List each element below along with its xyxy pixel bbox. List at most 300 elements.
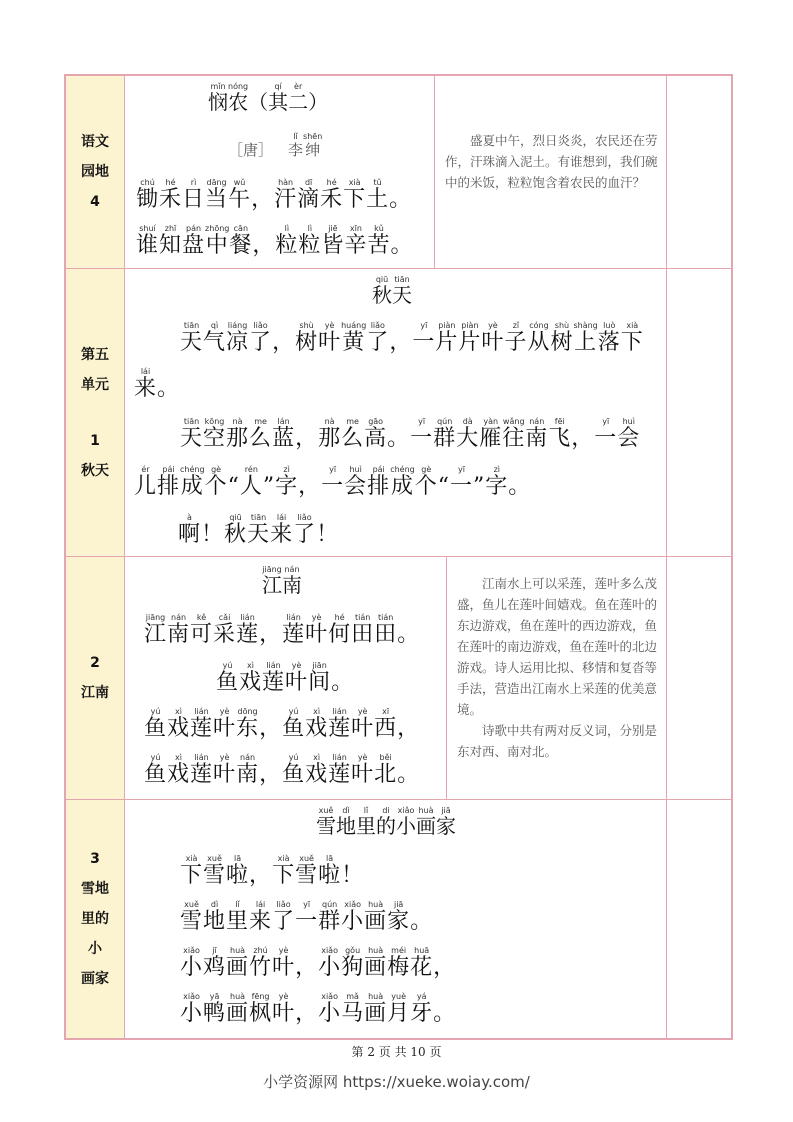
hanzi-with-pinyin: 一yī [412, 321, 436, 355]
hanzi-with-pinyin: 了liǎo [293, 513, 317, 547]
pinyin: dà [456, 417, 480, 426]
hanzi-with-pinyin: 戏xì [167, 707, 191, 741]
pinyin: yī [295, 900, 319, 909]
hanzi-with-pinyin: “ [438, 474, 450, 499]
hanzi-with-pinyin: 片piàn [435, 321, 459, 355]
hanzi-with-pinyin: 家jiā [436, 806, 456, 838]
hanzi-with-pinyin: 田tián [351, 613, 375, 647]
pinyin: gǒu [341, 946, 365, 955]
hanzi-with-pinyin: 树shù [550, 321, 574, 355]
hanzi-with-pinyin: 雁yàn [479, 417, 503, 451]
row-label [66, 269, 125, 556]
hanzi-with-pinyin: ， [295, 426, 318, 451]
hanzi-with-pinyin: 秋qiū [372, 275, 392, 307]
label-line: 江南 [81, 685, 109, 701]
row-label [66, 557, 125, 799]
pinyin: wǎng [502, 417, 526, 426]
hanzi-with-pinyin: 莲lián [236, 613, 260, 647]
hanzi-with-pinyin: 小xiǎo [341, 900, 365, 934]
hanzi-with-pinyin: 悯mǐn [208, 82, 228, 114]
pinyin: xì [167, 707, 191, 716]
hanzi-with-pinyin: 汗hàn [274, 178, 298, 212]
hanzi-with-pinyin: 南nán [167, 613, 191, 647]
pinyin: yè [272, 946, 296, 955]
hanzi-with-pinyin: 会huì [344, 465, 368, 499]
pinyin: qiū [224, 513, 248, 522]
row-label [66, 76, 125, 268]
pinyin: xì [305, 753, 329, 762]
pinyin: gè [414, 465, 438, 474]
pinyin: lā [226, 854, 250, 863]
note-paragraph: 诗歌中共有两对反义词，分别是东对西、南对北。 [457, 723, 658, 759]
hanzi-with-pinyin: 天tiān [392, 275, 412, 307]
pinyin: lián [190, 753, 214, 762]
pinyin: jī [203, 946, 227, 955]
pinyin: yàn [479, 417, 503, 426]
hanzi-with-pinyin: 一yī [321, 465, 345, 499]
hanzi-with-pinyin: 秋qiū [224, 513, 248, 547]
hanzi-with-pinyin: 戏xì [239, 661, 263, 695]
hanzi-with-pinyin: 辛xīn [344, 224, 368, 258]
hanzi-with-pinyin: ， [397, 716, 420, 741]
hanzi-with-pinyin: 鱼yú [144, 707, 168, 741]
hanzi-with-pinyin: 下xià [180, 854, 204, 888]
pinyin: yā [203, 992, 227, 1001]
hanzi-with-pinyin: 小xiǎo [396, 806, 416, 838]
hanzi-with-pinyin: 餐cān [229, 224, 253, 258]
hanzi-with-pinyin: 东dōng [236, 707, 260, 741]
hanzi-with-pinyin: 农nóng [228, 82, 249, 114]
text-line [180, 854, 364, 889]
pinyin: yú [144, 707, 167, 716]
hanzi-with-pinyin: 。 [433, 1001, 456, 1026]
pinyin: yè [272, 992, 296, 1001]
pinyin: xiǎo [341, 900, 365, 909]
hanzi-with-pinyin: ， [259, 622, 282, 647]
pinyin: me [249, 417, 273, 426]
hanzi-with-pinyin: 。 [331, 670, 354, 695]
site-url: 小学资源网 https://xueke.woiay.com/ [263, 1073, 530, 1091]
note-cell [446, 557, 667, 799]
pinyin: à [178, 513, 201, 522]
hanzi-with-pinyin: ） [308, 90, 328, 114]
pinyin [308, 82, 328, 91]
hanzi-with-pinyin: 叶yè [272, 946, 296, 980]
pinyin: xiǎo [396, 806, 416, 815]
pinyin: nán [167, 613, 191, 622]
hanzi-with-pinyin: 叶yè [351, 707, 375, 741]
text-line [178, 513, 339, 548]
hanzi-with-pinyin: 鸭yā [203, 992, 227, 1026]
hanzi-with-pinyin: 地dì [203, 900, 227, 934]
hanzi-with-pinyin: 花huā [410, 946, 434, 980]
hanzi-with-pinyin: 群qún [318, 900, 342, 934]
hanzi-with-pinyin: 雪xuě [180, 900, 204, 934]
hanzi-with-pinyin: 。 [389, 187, 412, 212]
hanzi-with-pinyin: 里lǐ [226, 900, 250, 934]
hanzi-with-pinyin: 雪xuě [316, 806, 336, 838]
hanzi-with-pinyin: 叶yè [213, 707, 237, 741]
pinyin: dì [336, 806, 356, 815]
pinyin: lì [298, 224, 322, 233]
pinyin: chéng [180, 465, 205, 474]
pinyin [259, 753, 282, 762]
pinyin: huà [226, 992, 250, 1001]
pinyin [433, 992, 456, 1001]
hanzi-with-pinyin: 叶yè [272, 992, 296, 1026]
hanzi-with-pinyin: 日rì [182, 178, 206, 212]
hanzi-with-pinyin: 狗gǒu [341, 946, 365, 980]
hanzi-with-pinyin: 禾hé [159, 178, 183, 212]
hanzi-with-pinyin: 间jiān [308, 661, 332, 695]
pinyin: chú [136, 178, 160, 187]
pinyin: mǎ [341, 992, 365, 1001]
pinyin: xì [305, 707, 329, 716]
hanzi-with-pinyin: ， [259, 716, 282, 741]
pinyin: nóng [228, 82, 249, 91]
pinyin: nán [282, 565, 302, 574]
hanzi-with-pinyin: 群qún [433, 417, 457, 451]
hanzi-with-pinyin: 锄chú [136, 178, 160, 212]
pinyin [316, 513, 339, 522]
hanzi-with-pinyin: 竹zhú [249, 946, 273, 980]
label-line: 1 [90, 432, 100, 449]
note-paragraph: 盛夏中午，烈日炎炎，农民还在劳作，汗珠滴入泥土。有谁想到，我们碗中的米饭，粒粒饱含着农民的血汗？ [445, 133, 658, 190]
pinyin: nán [236, 753, 260, 762]
hanzi-with-pinyin: 来lái [249, 900, 273, 934]
hanzi-with-pinyin: 飞fēi [548, 417, 572, 451]
pinyin: xiǎo [180, 946, 204, 955]
hanzi-with-pinyin: 莲lián [282, 613, 306, 647]
pinyin: yè [305, 613, 329, 622]
pinyin: pái [157, 465, 181, 474]
pinyin: dāng [205, 178, 229, 187]
hanzi-with-pinyin: 下xià [620, 321, 644, 355]
hanzi-with-pinyin: 莲lián [328, 753, 352, 787]
hanzi-with-pinyin: 天tiān [247, 513, 271, 547]
hanzi-with-pinyin: 其qí [268, 82, 289, 114]
pinyin: xià [180, 854, 204, 863]
pinyin: kǔ [367, 224, 391, 233]
pinyin [272, 321, 295, 330]
hanzi-with-pinyin: 莲lián [190, 753, 214, 787]
pinyin: lái [270, 513, 294, 522]
hanzi-with-pinyin: ， [251, 187, 274, 212]
hanzi-with-pinyin: 地dì [336, 806, 356, 838]
pinyin: tiān [180, 321, 203, 330]
pinyin: liǎo [249, 321, 273, 330]
pinyin: yè [213, 707, 237, 716]
hanzi-with-pinyin: 来lái [134, 367, 158, 401]
hanzi-with-pinyin: 南nán [282, 565, 302, 597]
pinyin: pái [367, 465, 391, 474]
hanzi-with-pinyin: 牙yá [410, 992, 434, 1026]
pinyin: jiān [308, 661, 332, 670]
hanzi-with-pinyin: 天tiān [180, 321, 204, 355]
pinyin: lián [282, 613, 306, 622]
hanzi-with-pinyin: 田tián [374, 613, 398, 647]
note-paragraph: 江南水上可以采莲，莲叶多么茂盛，鱼儿在莲叶间嬉戏。鱼在莲叶的东边游戏，鱼在莲叶的西边游戏，鱼在莲叶的南边游戏，鱼在莲叶的北边游戏。诗人运用比拟、移情和复沓等手法，营造出江南水上采莲的优美意境。 [457, 576, 658, 717]
pinyin: qì [203, 321, 227, 330]
pinyin: xuě [180, 900, 204, 909]
hanzi-with-pinyin: 气qì [203, 321, 227, 355]
hanzi-with-pinyin: ， [272, 330, 295, 355]
pinyin: dōng [236, 707, 260, 716]
pinyin: cǎi [213, 613, 237, 622]
hanzi-with-pinyin: 莲lián [328, 707, 352, 741]
hanzi-with-pinyin: 画huà [416, 806, 436, 838]
hanzi-with-pinyin: 南nán [236, 753, 260, 787]
pinyin: tiān [247, 513, 271, 522]
hanzi-with-pinyin: 。 [397, 762, 420, 787]
pinyin: xiǎo [180, 992, 204, 1001]
text-line [180, 946, 456, 981]
pinyin [508, 465, 531, 474]
pinyin [473, 465, 485, 474]
pinyin [248, 82, 268, 91]
empty-cell [666, 76, 731, 268]
pinyin: zǐ [504, 321, 528, 330]
pinyin: jiā [387, 900, 411, 909]
hanzi-with-pinyin: 何hé [328, 613, 352, 647]
hanzi-with-pinyin: ！ [201, 522, 224, 547]
hanzi-with-pinyin: 皆jiē [321, 224, 345, 258]
pinyin: lái [134, 367, 158, 376]
pinyin [387, 417, 410, 426]
pinyin: tǔ [366, 178, 390, 187]
pinyin: jiē [321, 224, 345, 233]
hanzi-with-pinyin: 枫fēng [249, 992, 273, 1026]
pinyin: xiǎo [318, 992, 342, 1001]
pinyin: jiāng [144, 613, 167, 622]
pinyin: tián [351, 613, 375, 622]
pinyin: wǔ [228, 178, 252, 187]
pinyin [259, 707, 282, 716]
poem-line [216, 661, 354, 696]
hanzi-with-pinyin: 江jiāng [144, 613, 168, 647]
hanzi-with-pinyin: 土tǔ [366, 178, 390, 212]
hanzi-with-pinyin: 树shù [295, 321, 319, 355]
pinyin [295, 992, 318, 1001]
hanzi-with-pinyin: ， [295, 955, 318, 980]
pinyin: lián [190, 707, 214, 716]
poem-line [136, 224, 413, 259]
pinyin: hàn [274, 178, 298, 187]
hanzi-with-pinyin: 子zǐ [504, 321, 528, 355]
pinyin: mǐn [208, 82, 228, 91]
pinyin [252, 224, 275, 233]
empty-cell [666, 269, 731, 556]
text-line [134, 465, 531, 500]
hanzi-with-pinyin: 粒lì [275, 224, 299, 258]
pinyin: gāo [364, 417, 388, 426]
pinyin: liáng [226, 321, 250, 330]
text-line [180, 900, 433, 935]
pinyin: lián [236, 613, 260, 622]
lesson-title [316, 806, 456, 839]
hanzi-with-pinyin: 二èr [288, 82, 309, 114]
pinyin: xīn [344, 224, 368, 233]
hanzi-with-pinyin: 戏xì [305, 707, 329, 741]
pinyin [390, 224, 413, 233]
hanzi-with-pinyin: 了liǎo [249, 321, 273, 355]
pinyin: kōng [203, 417, 227, 426]
hanzi-with-pinyin: 排pái [157, 465, 181, 499]
pinyin: xuě [316, 806, 336, 815]
hanzi-with-pinyin: 中zhōng [205, 224, 230, 258]
pinyin: yuè [387, 992, 411, 1001]
hanzi-with-pinyin: 上shàng [573, 321, 598, 355]
pinyin: rì [182, 178, 206, 187]
pinyin [228, 465, 240, 474]
hanzi-with-pinyin: 那nà [318, 417, 342, 451]
hanzi-with-pinyin: 。 [397, 622, 420, 647]
hanzi-with-pinyin: 。 [390, 233, 413, 258]
hanzi-with-pinyin: 叶yè [213, 753, 237, 787]
pinyin: hé [159, 178, 183, 187]
poem-title [262, 565, 302, 598]
hanzi-with-pinyin: 高gāo [364, 417, 388, 451]
pinyin: huà [364, 946, 388, 955]
hanzi-with-pinyin: 了liǎo [272, 900, 296, 934]
hanzi-with-pinyin: 了liǎo [366, 321, 390, 355]
pinyin: xuě [203, 854, 227, 863]
label-line: 画家 [81, 971, 109, 987]
hanzi-with-pinyin: 蓝lán [272, 417, 296, 451]
hanzi-with-pinyin: 一yī [410, 417, 434, 451]
hanzi-with-pinyin [273, 141, 288, 159]
pinyin: jiāng [262, 565, 282, 574]
pinyin: xì [239, 661, 263, 670]
pinyin: rén [239, 465, 263, 474]
pinyin: yè [351, 707, 375, 716]
pinyin: zì [275, 465, 299, 474]
pinyin: yè [213, 753, 237, 762]
pinyin: jiā [436, 806, 456, 815]
hanzi-with-pinyin: ， [571, 426, 594, 451]
hanzi-with-pinyin: 空kōng [203, 417, 227, 451]
hanzi-with-pinyin: 成chéng [180, 465, 205, 499]
pinyin: shù [295, 321, 319, 330]
hanzi-with-pinyin: 鸡jī [203, 946, 227, 980]
page-number: 第 2 页 共 10 页 [351, 1045, 442, 1059]
pinyin: xià [272, 854, 296, 863]
hanzi-with-pinyin: 采cǎi [213, 613, 237, 647]
hanzi-with-pinyin: 字zì [275, 465, 299, 499]
hanzi-with-pinyin: ” [263, 474, 275, 499]
pinyin: shàng [573, 321, 598, 330]
hanzi-with-pinyin: “ [228, 474, 240, 499]
row-xue-di [66, 800, 731, 1038]
text-line [134, 367, 180, 402]
pinyin: tiān [180, 417, 203, 426]
pinyin: chéng [390, 465, 415, 474]
pinyin: yú [282, 753, 306, 762]
pinyin: di [376, 806, 396, 815]
poem-line [144, 613, 420, 648]
hanzi-with-pinyin: 梅méi [387, 946, 411, 980]
pinyin [201, 513, 224, 522]
pinyin: tián [374, 613, 398, 622]
pinyin: gè [204, 465, 228, 474]
poem-author [228, 132, 322, 160]
pinyin: lǐ [356, 806, 376, 815]
hanzi-with-pinyin: 可kě [190, 613, 214, 647]
pinyin: nà [318, 417, 342, 426]
pinyin: xiǎo [318, 946, 342, 955]
pinyin [438, 465, 450, 474]
pinyin: lán [272, 417, 296, 426]
pinyin: zhī [159, 224, 183, 233]
empty-cell [666, 800, 731, 1038]
hanzi-with-pinyin: ， [249, 863, 272, 888]
pinyin: yú [282, 707, 306, 716]
pinyin [397, 707, 420, 716]
pinyin: lā [318, 854, 342, 863]
hanzi-with-pinyin: 啦lā [226, 854, 250, 888]
hanzi-with-pinyin: ” [473, 474, 485, 499]
hanzi-with-pinyin: 小xiǎo [180, 946, 204, 980]
hanzi-with-pinyin: 叶yè [318, 321, 342, 355]
hanzi-with-pinyin: 禾hé [320, 178, 344, 212]
poem-line [144, 707, 420, 742]
label-line: 2 [90, 655, 100, 671]
pinyin [389, 321, 412, 330]
pinyin [397, 753, 420, 762]
pinyin: huà [226, 946, 250, 955]
note-cell [434, 76, 667, 268]
row-min-nong [66, 76, 731, 269]
pinyin: yú [144, 753, 167, 762]
pinyin [263, 465, 275, 474]
pinyin: huì [617, 417, 641, 426]
row-jiang-nan [66, 557, 731, 800]
hanzi-with-pinyin: 鱼yú [144, 753, 168, 787]
hanzi-with-pinyin: 西xī [374, 707, 398, 741]
pinyin: huà [416, 806, 436, 815]
hanzi-with-pinyin: ， [259, 762, 282, 787]
hanzi-with-pinyin: 来lái [270, 513, 294, 547]
pinyin: piàn [435, 321, 459, 330]
row-qiu-tian [66, 269, 731, 557]
pinyin: shù [550, 321, 574, 330]
hanzi-with-pinyin: 。 [157, 376, 180, 401]
hanzi-with-pinyin: 月yuè [387, 992, 411, 1026]
pinyin: yú [216, 661, 239, 670]
hanzi-with-pinyin: 马mǎ [341, 992, 365, 1026]
text-line [180, 417, 640, 452]
pinyin: cān [229, 224, 253, 233]
pinyin: huì [344, 465, 368, 474]
hanzi-with-pinyin: 谁shuí [136, 224, 160, 258]
poem-line [136, 178, 412, 213]
hanzi-with-pinyin: 人rén [239, 465, 263, 499]
hanzi-with-pinyin: 盘pán [182, 224, 206, 258]
pinyin: yè [318, 321, 342, 330]
pinyin [298, 465, 321, 474]
pinyin: yè [351, 753, 375, 762]
hanzi-with-pinyin: 儿ér [134, 465, 158, 499]
pinyin [228, 132, 273, 141]
hanzi-with-pinyin: 个gè [414, 465, 438, 499]
pinyin [249, 854, 272, 863]
hanzi-with-pinyin: 粒lì [298, 224, 322, 258]
hanzi-with-pinyin: ［唐］ [228, 141, 273, 159]
pinyin [259, 613, 282, 622]
hanzi-with-pinyin: （ [248, 90, 268, 114]
hanzi-with-pinyin: 北běi [374, 753, 398, 787]
pinyin: yī [450, 465, 473, 474]
